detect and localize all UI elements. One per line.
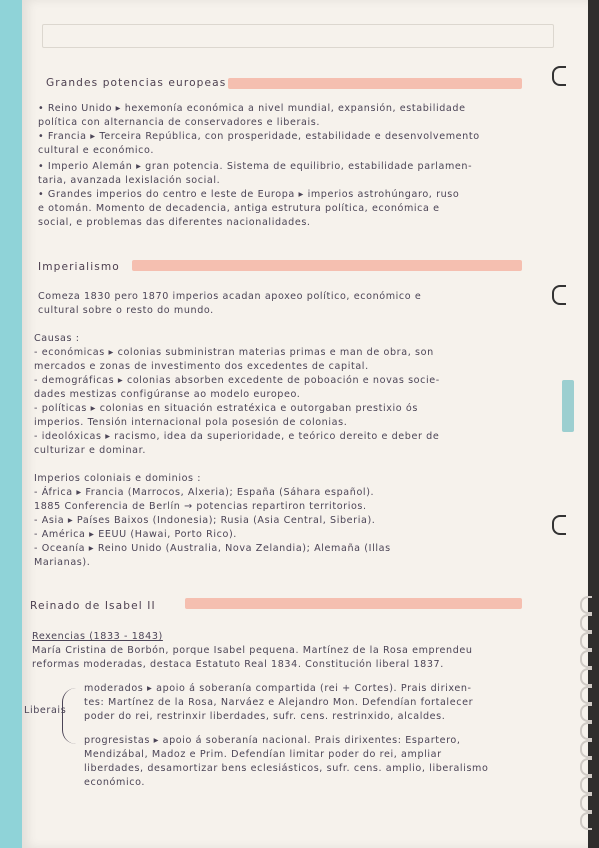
text-line: dades mestizas configúranse ao modelo europeo. xyxy=(34,389,301,400)
spiral-ring-icon xyxy=(580,812,592,830)
section-heading-reinado: Reinado de Isabel II xyxy=(30,600,156,612)
text-line: María Cristina de Borbón, porque Isabel pequena. Martínez de la Rosa emprendeu xyxy=(32,645,473,656)
ring-icon xyxy=(552,66,566,86)
text-line: culturizar e dominar. xyxy=(34,445,146,456)
ring-icon xyxy=(552,515,566,535)
heading-highlight xyxy=(132,260,522,271)
spiral-ring-icon xyxy=(580,776,592,794)
text-line: económico. xyxy=(84,777,146,788)
text-line: • Francia ▸ Terceira República, con prosperidade, estabilidade e desenvolvemento xyxy=(38,131,480,142)
spiral-ring-icon xyxy=(580,722,592,740)
spiral-ring-icon xyxy=(580,794,592,812)
text-line: reformas moderadas, destaca Estatuto Real 1834. Constitución liberal 1837. xyxy=(32,659,444,670)
label-liberais: Liberais xyxy=(24,705,67,716)
text-line: - Oceanía ▸ Reino Unido (Australia, Nova Zelandia); Alemaña (Illas xyxy=(34,543,391,554)
text-line: • Imperio Alemán ▸ gran potencia. Sistema de equilibrio, estabilidade parlamen- xyxy=(38,161,473,172)
spiral-ring-icon xyxy=(580,650,592,668)
text-line: progresistas ▸ apoio á soberanía nacional. Prais dirixentes: Espartero, xyxy=(84,735,461,746)
spiral-ring-icon xyxy=(580,686,592,704)
text-line: tes: Martínez de la Rosa, Narváez e Alejandro Mon. Defendían fortalecer xyxy=(84,697,474,708)
text-line: - África ▸ Francia (Marrocos, Alxeria); España (Sáhara español). xyxy=(34,487,375,498)
text-line: - ideolóxicas ▸ racismo, idea da superioridade, e teórico dereito e deber de xyxy=(34,431,440,442)
heading-highlight xyxy=(185,598,522,609)
text-line: moderados ▸ apoio á soberanía compartida (rei + Cortes). Prais dirixen- xyxy=(84,683,472,694)
text-line: - económicas ▸ colonias subministran materias primas e man de obra, son xyxy=(34,347,434,358)
page-header-box xyxy=(42,24,554,48)
subheading-rexencias: Rexencias (1833 - 1843) xyxy=(32,631,163,642)
text-line: - América ▸ EEUU (Hawai, Porto Rico). xyxy=(34,529,237,540)
notebook-brand-tab xyxy=(562,380,574,432)
spiral-ring-icon xyxy=(580,632,592,650)
text-line: mercados e zonas de investimento dos excedentes de capital. xyxy=(34,361,369,372)
ring-icon xyxy=(552,285,566,305)
text-line: cultural sobre o resto do mundo. xyxy=(38,305,214,316)
text-line: - políticas ▸ colonias en situación estratéxica e outorgaban prestixio ós xyxy=(34,403,418,414)
section-heading-grandes-potencias: Grandes potencias europeas xyxy=(46,77,227,89)
text-line: - demográficas ▸ colonias absorben excedente de poboación e novas socie- xyxy=(34,375,440,386)
text-line: poder do rei, restrinxir liberdades, sufr. cens. restrinxido, alcaldes. xyxy=(84,711,446,722)
text-line: liberdades, desamortizar bens eclesiásticos, sufr. cens. amplio, liberalismo xyxy=(84,763,489,774)
spiral-ring-icon xyxy=(580,740,592,758)
text-line: imperios. Tensión internacional pola posesión de colonias. xyxy=(34,417,348,428)
spiral-ring-icon xyxy=(580,704,592,722)
spiral-ring-icon xyxy=(580,614,592,632)
text-line: • Reino Unido ▸ hexemonía económica a nivel mundial, expansión, estabilidade xyxy=(38,103,466,114)
text-line: Marianas). xyxy=(34,557,91,568)
text-line: social, e problemas das diferentes nacionalidades. xyxy=(38,217,311,228)
text-line: Comeza 1830 pero 1870 imperios acadan apoxeo político, económico e xyxy=(38,291,422,302)
text-line: taria, avanzada lexislación social. xyxy=(38,175,221,186)
heading-highlight xyxy=(228,78,522,89)
subheading-causas: Causas : xyxy=(34,333,80,344)
spiral-ring-icon xyxy=(580,668,592,686)
subheading-imperios: Imperios coloniais e dominios : xyxy=(34,473,202,484)
spiral-ring-icon xyxy=(580,758,592,776)
text-line: 1885 Conferencia de Berlín → potencias repartiron territorios. xyxy=(34,501,367,512)
text-line: Mendizábal, Madoz e Prim. Defendían limitar poder do rei, ampliar xyxy=(84,749,442,760)
notebook-left-edge xyxy=(0,0,22,848)
text-line: - Asia ▸ Países Baixos (Indonesia); Rusia (Asia Central, Siberia). xyxy=(34,515,376,526)
section-heading-imperialismo: Imperialismo xyxy=(38,261,120,273)
text-line: • Grandes imperios do centro e leste de Europa ▸ imperios astrohúngaro, ruso xyxy=(38,189,460,200)
text-line: política con alternancia de conservadores e liberais. xyxy=(38,117,321,128)
text-line: e otomán. Momento de decadencia, antiga estrutura política, económica e xyxy=(38,203,440,214)
text-line: cultural e económico. xyxy=(38,145,154,156)
spiral-ring-icon xyxy=(580,596,592,614)
